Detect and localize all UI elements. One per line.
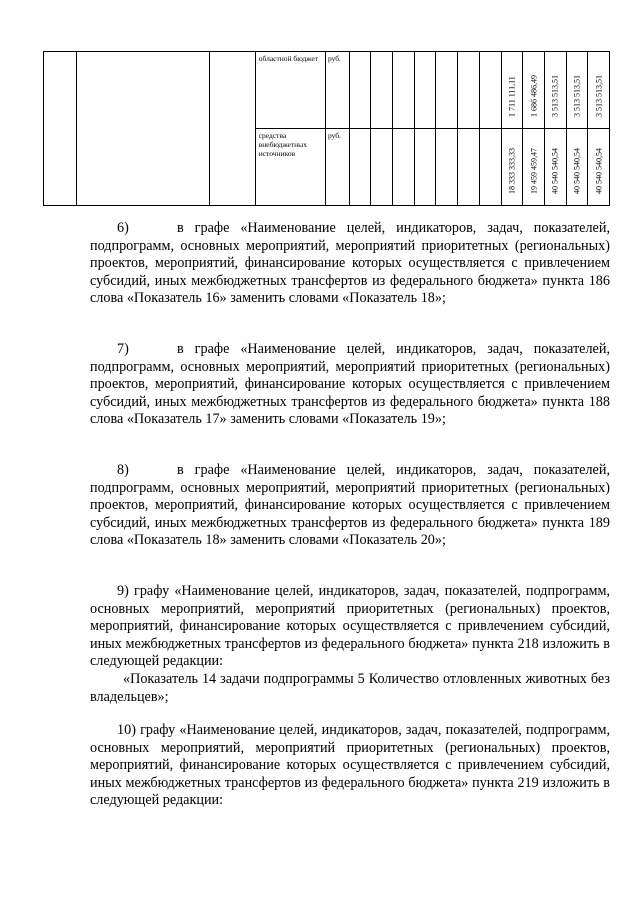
table-cell — [436, 52, 458, 129]
item-number: 8) — [117, 462, 129, 478]
value-cell — [588, 129, 610, 206]
value-text: 19 459 459,47 — [529, 148, 539, 194]
unit-cell: руб. — [325, 52, 349, 129]
funding-source-cell: средства внебюджетных источников — [255, 129, 325, 206]
value-cell — [566, 129, 588, 206]
table-cell — [393, 52, 415, 129]
amendment-item-10 — [90, 722, 610, 810]
value-text: 1 711 111,11 — [507, 76, 517, 117]
value-cell — [544, 52, 566, 129]
item-number: 6) — [117, 220, 129, 236]
table-cell — [44, 52, 77, 206]
item-number: 9) — [117, 583, 129, 599]
amendment-item-6 — [90, 220, 610, 308]
amendment-item-8 — [90, 462, 610, 550]
item-text: графу «Наименование целей, индикаторов, задач, показателей, подпрограмм, основных мероприятий, мероприятий приоритетных (региональных) проектов, мероприятий, финансирование которых осуществляется с привлечением субсидий, иных межбюджетных трансфертов из федерального бюджета» пункта 219 изложить в следующей редакции: — [90, 722, 610, 809]
amendment-item-7 — [90, 341, 610, 429]
quoted-text: «Показатель 14 задачи подпрограммы 5 Количество отловленных животных без владельцев»; — [90, 670, 610, 705]
value-text: 18 333 333,33 — [507, 148, 517, 194]
table-cell — [414, 52, 436, 129]
item-number: 7) — [117, 341, 129, 357]
table-cell — [414, 129, 436, 206]
item-number: 10) — [117, 722, 136, 738]
table-cell — [393, 129, 415, 206]
table-cell — [77, 52, 210, 206]
value-cell — [544, 129, 566, 206]
table-cell — [210, 52, 255, 206]
budget-table — [43, 51, 610, 206]
funding-source-cell: областной бюджет — [255, 52, 325, 129]
value-text: 40 540 540,54 — [594, 148, 604, 194]
value-cell — [523, 129, 545, 206]
value-cell — [588, 52, 610, 129]
value-cell — [501, 52, 523, 129]
table-cell — [436, 129, 458, 206]
unit-cell: руб. — [325, 129, 349, 206]
table-cell — [371, 129, 393, 206]
table-cell — [479, 52, 501, 129]
item-text: в графе «Наименование целей, индикаторов, задач, показателей, подпрограмм, основных мероприятий, мероприятий приоритетных (региональных) проектов, мероприятий, финансирование которых осуществляется с привлечением субсидий, иных межбюджетных трансфертов из федерального бюджета» пункта 188 слова «Показатель 17» заменить словами «Показатель 19»; — [90, 341, 610, 428]
value-text: 3 513 513,51 — [572, 75, 582, 117]
value-cell — [566, 52, 588, 129]
value-text: 3 513 513,51 — [550, 75, 560, 117]
item-text: в графе «Наименование целей, индикаторов, задач, показателей, подпрограмм, основных мероприятий, мероприятий приоритетных (региональных) проектов, мероприятий, финансирование которых осуществляется с привлечением субсидий, иных межбюджетных трансфертов из федерального бюджета» пункта 189 слова «Показатель 18» заменить словами «Показатель 20»; — [90, 462, 610, 549]
table-cell — [458, 129, 480, 206]
table-row — [44, 52, 610, 129]
amendment-item-9 — [90, 583, 610, 706]
table-cell — [458, 52, 480, 129]
value-text: 40 540 540,54 — [550, 148, 560, 194]
value-text: 1 686 486,49 — [529, 75, 539, 117]
value-cell — [501, 129, 523, 206]
item-text: графу «Наименование целей, индикаторов, задач, показателей, подпрограмм, основных мероприятий, мероприятий приоритетных (региональных) проектов, мероприятий, финансирование которых осуществляется с привлечением субсидий, иных межбюджетных трансфертов из федерального бюджета» пункта 218 изложить в следующей редакции: — [90, 583, 611, 670]
table-cell — [349, 52, 371, 129]
value-text: 3 513 513,51 — [594, 75, 604, 117]
table-cell — [371, 52, 393, 129]
value-cell — [523, 52, 545, 129]
item-text: в графе «Наименование целей, индикаторов, задач, показателей, подпрограмм, основных мероприятий, мероприятий приоритетных (региональных) проектов, мероприятий, финансирование которых осуществляется с привлечением субсидий, иных межбюджетных трансфертов из федерального бюджета» пункта 186 слова «Показатель 16» заменить словами «Показатель 18»; — [90, 220, 610, 307]
value-text: 40 540 540,54 — [572, 148, 582, 194]
table-cell — [479, 129, 501, 206]
table-cell — [349, 129, 371, 206]
